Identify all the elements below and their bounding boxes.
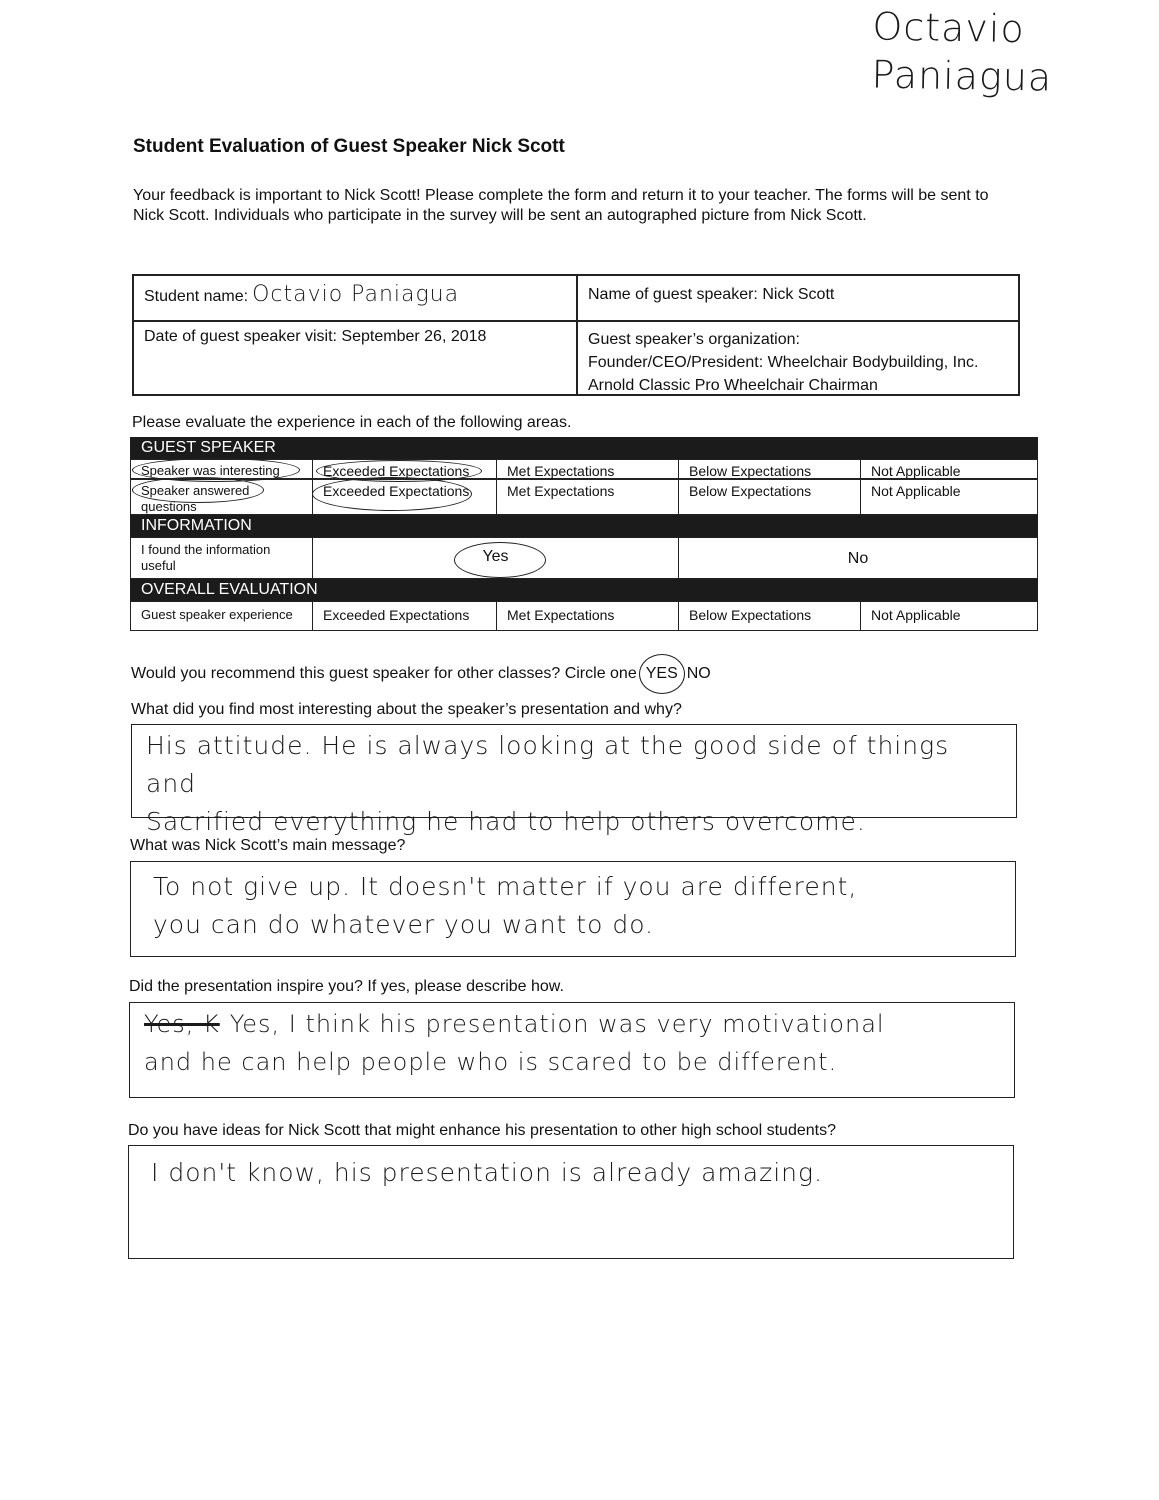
guest-speaker-header: GUEST SPEAKER bbox=[130, 437, 1038, 459]
recommend-line bbox=[131, 654, 711, 694]
overall-evaluation-header: OVERALL EVALUATION bbox=[130, 579, 1038, 601]
row-speaker-answered bbox=[130, 479, 1038, 515]
option-met[interactable]: Met Expectations bbox=[497, 460, 679, 478]
option-met[interactable]: Met Expectations bbox=[497, 480, 679, 514]
answer-line: you can do whatever you want to do. bbox=[153, 910, 655, 939]
answer-4-box[interactable] bbox=[128, 1145, 1014, 1259]
question-2: What was Nick Scott’s main message? bbox=[130, 837, 406, 854]
handwritten-name bbox=[871, 2, 1053, 101]
row-guest-experience bbox=[130, 601, 1038, 631]
row-label: Speaker was interesting bbox=[131, 460, 313, 478]
visit-date: Date of guest speaker visit: September 26, 2018 bbox=[133, 321, 577, 395]
answer-1-box[interactable] bbox=[131, 724, 1017, 836]
option-met[interactable]: Met Expectations bbox=[497, 602, 679, 630]
guest-speaker-name: Name of guest speaker: Nick Scott bbox=[577, 275, 1019, 321]
answer-line: Yes, K Yes, I think his presentation was very motivational bbox=[144, 1010, 885, 1038]
option-na[interactable]: Not Applicable bbox=[871, 463, 961, 479]
organization-cell bbox=[577, 321, 1019, 395]
option-exceeded[interactable]: Exceeded Expectations bbox=[313, 480, 497, 514]
question-4: Do you have ideas for Nick Scott that might enhance his presentation to other high school students? bbox=[128, 1122, 836, 1139]
answer-line: I don't know, his presentation is already amazing. bbox=[151, 1158, 823, 1187]
info-table bbox=[132, 274, 1020, 396]
answer-2-box[interactable] bbox=[130, 861, 1016, 957]
option-na[interactable]: Not Applicable bbox=[871, 607, 961, 623]
row-information-useful bbox=[130, 537, 1038, 579]
option-na[interactable]: Not Applicable bbox=[871, 483, 961, 499]
option-below[interactable]: Below Expectations bbox=[679, 480, 861, 514]
option-below[interactable]: Below Expectations bbox=[679, 460, 861, 478]
struck-out-text: Yes, K bbox=[144, 1010, 220, 1038]
intro-text: Your feedback is important to Nick Scott! Please complete the form and return it to your teacher. The forms will be sent to Nick Scott. Individuals who participate in the survey will be sent an autographed picture from Nick Scott. bbox=[133, 187, 989, 224]
recommend-no[interactable]: NO bbox=[686, 665, 711, 682]
first-name: Octavio bbox=[872, 4, 1026, 52]
answer-line: Sacrified everything he had to help others overcome. bbox=[146, 807, 866, 836]
org-line-2: Arnold Classic Pro Wheelchair Chairman bbox=[588, 377, 878, 394]
student-name-cell bbox=[133, 275, 577, 321]
option-no[interactable]: No bbox=[847, 550, 869, 567]
question-3: Did the presentation inspire you? If yes, please describe how. bbox=[129, 978, 564, 995]
recommend-yes[interactable]: YES bbox=[639, 654, 685, 694]
row-label: I found the information useful bbox=[131, 538, 313, 578]
information-header: INFORMATION bbox=[130, 515, 1038, 537]
last-name: Paniagua bbox=[871, 52, 1053, 100]
recommend-question: Would you recommend this guest speaker for other classes? Circle one bbox=[131, 665, 637, 682]
eval-prompt: Please evaluate the experience in each of the following areas. bbox=[132, 414, 572, 431]
student-name-value[interactable]: Octavio Paniagua bbox=[252, 282, 460, 307]
org-label: Guest speaker’s organization: bbox=[588, 331, 800, 348]
student-name-label: Student name: bbox=[144, 288, 249, 305]
answer-line: To not give up. It doesn't matter if you are different, bbox=[153, 872, 858, 901]
option-exceeded[interactable]: Exceeded Expectations bbox=[313, 460, 497, 478]
option-exceeded[interactable]: Exceeded Expectations bbox=[313, 602, 497, 630]
question-1: What did you find most interesting about the speaker’s presentation and why? bbox=[131, 701, 682, 718]
org-line-1: Founder/CEO/President: Wheelchair Bodybuilding, Inc. bbox=[588, 354, 979, 371]
answer-line: and he can help people who is scared to be different. bbox=[144, 1048, 838, 1076]
row-label: Guest speaker experience bbox=[131, 602, 313, 630]
evaluation-grid bbox=[130, 437, 1038, 631]
answer-line: His attitude. He is always looking at the good side of things and bbox=[146, 731, 950, 798]
page-title: Student Evaluation of Guest Speaker Nick Scott bbox=[133, 136, 565, 157]
option-yes[interactable]: Yes bbox=[313, 538, 679, 578]
option-below[interactable]: Below Expectations bbox=[679, 602, 861, 630]
answer-3-box[interactable] bbox=[129, 1002, 1015, 1098]
row-label: Speaker answered questions bbox=[131, 480, 313, 514]
row-speaker-interesting bbox=[130, 459, 1038, 479]
